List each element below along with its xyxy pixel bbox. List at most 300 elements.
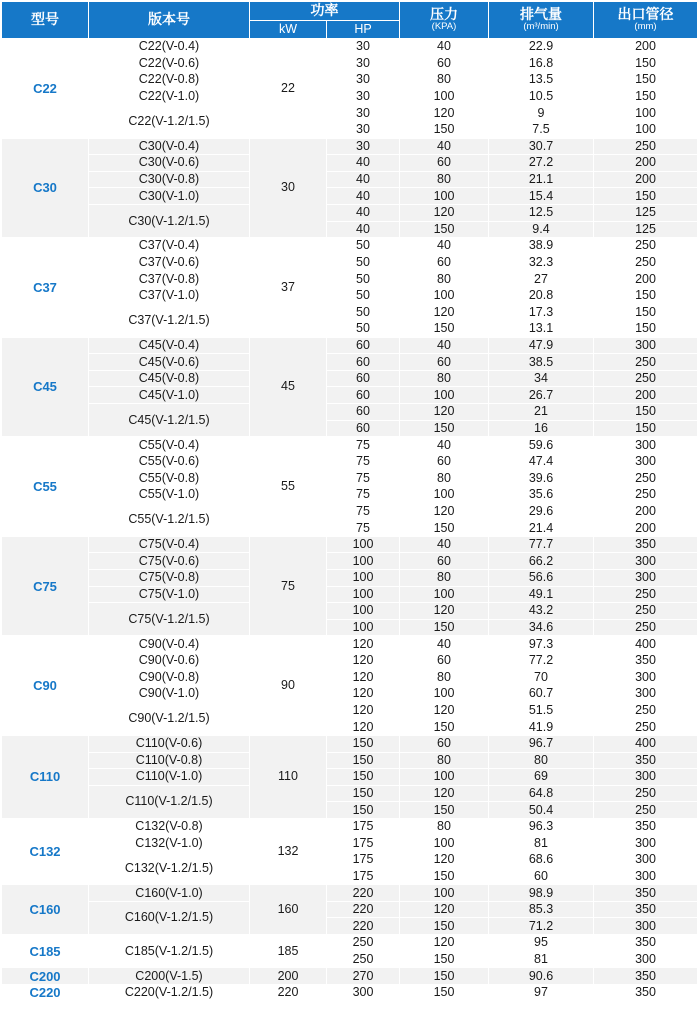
pressure-cell: 120 [400, 204, 489, 221]
flow-cell: 50.4 [489, 802, 594, 819]
version-cell: C75(V-1.2/1.5) [89, 603, 250, 636]
header-outlet-label: 出口管径 [617, 6, 674, 23]
flow-cell: 71.2 [489, 918, 594, 935]
flow-cell: 20.8 [489, 287, 594, 304]
pressure-cell: 100 [400, 835, 489, 852]
header-flow [489, 2, 594, 39]
hp-cell: 50 [327, 254, 400, 271]
outlet-cell: 250 [594, 254, 698, 271]
outlet-cell: 300 [594, 852, 698, 869]
outlet-cell: 125 [594, 204, 698, 221]
pressure-cell: 40 [400, 536, 489, 553]
flow-cell: 21.4 [489, 520, 594, 537]
pressure-cell: 150 [400, 719, 489, 736]
outlet-cell: 250 [594, 785, 698, 802]
table-row [2, 337, 698, 354]
pressure-cell: 120 [400, 901, 489, 918]
header-pressure-label: 压力 [430, 6, 458, 23]
version-cell: C37(V-0.8) [89, 271, 250, 288]
hp-cell: 100 [327, 553, 400, 570]
hp-cell: 150 [327, 769, 400, 786]
model-group [2, 818, 698, 884]
hp-cell: 100 [327, 536, 400, 553]
header-row-primary [2, 2, 698, 21]
flow-cell: 47.4 [489, 453, 594, 470]
model-group [2, 437, 698, 537]
flow-cell: 95 [489, 935, 594, 952]
outlet-cell: 250 [594, 487, 698, 504]
version-cell: C90(V-0.8) [89, 669, 250, 686]
hp-cell: 60 [327, 337, 400, 354]
pressure-cell: 100 [400, 885, 489, 902]
pressure-cell: 40 [400, 39, 489, 56]
outlet-cell: 100 [594, 121, 698, 138]
hp-cell: 50 [327, 238, 400, 255]
hp-cell: 120 [327, 686, 400, 703]
hp-cell: 75 [327, 520, 400, 537]
flow-cell: 26.7 [489, 387, 594, 404]
outlet-cell: 300 [594, 570, 698, 587]
header-pressure-unit: (KPA) [431, 21, 457, 33]
flow-cell: 68.6 [489, 852, 594, 869]
flow-cell: 51.5 [489, 702, 594, 719]
version-cell: C37(V-0.4) [89, 238, 250, 255]
hp-cell: 150 [327, 752, 400, 769]
model-cell: C55 [2, 437, 89, 537]
outlet-cell: 200 [594, 155, 698, 172]
flow-cell: 81 [489, 951, 594, 968]
version-cell: C75(V-0.6) [89, 553, 250, 570]
hp-cell: 250 [327, 935, 400, 952]
table-row [2, 769, 698, 786]
hp-cell: 120 [327, 636, 400, 653]
header-kw: kW [250, 21, 327, 39]
kw-cell: 200 [250, 968, 327, 985]
version-cell: C45(V-0.6) [89, 354, 250, 371]
version-cell: C160(V-1.2/1.5) [89, 901, 250, 934]
hp-cell: 300 [327, 984, 400, 1001]
table-row [2, 885, 698, 902]
pressure-cell: 150 [400, 951, 489, 968]
model-cell: C75 [2, 536, 89, 636]
version-cell: C110(V-0.6) [89, 735, 250, 752]
table-row [2, 487, 698, 504]
table-row [2, 370, 698, 387]
version-cell: C160(V-1.0) [89, 885, 250, 902]
table-row [2, 155, 698, 172]
header-flow-unit: (m³/min) [523, 21, 559, 33]
outlet-cell: 150 [594, 55, 698, 72]
model-group [2, 984, 698, 1001]
pressure-cell: 100 [400, 487, 489, 504]
hp-cell: 60 [327, 370, 400, 387]
flow-cell: 39.6 [489, 470, 594, 487]
hp-cell: 100 [327, 619, 400, 636]
kw-cell: 220 [250, 984, 327, 1001]
version-cell: C132(V-0.8) [89, 818, 250, 835]
hp-cell: 40 [327, 221, 400, 238]
outlet-cell: 250 [594, 470, 698, 487]
flow-cell: 98.9 [489, 885, 594, 902]
version-cell: C90(V-1.2/1.5) [89, 702, 250, 735]
hp-cell: 60 [327, 420, 400, 437]
model-cell: C90 [2, 636, 89, 736]
table-row [2, 835, 698, 852]
table-row [2, 901, 698, 918]
kw-cell: 55 [250, 437, 327, 537]
version-cell: C75(V-0.4) [89, 536, 250, 553]
table-row [2, 72, 698, 89]
outlet-cell: 350 [594, 536, 698, 553]
pressure-cell: 150 [400, 221, 489, 238]
pressure-cell: 120 [400, 404, 489, 421]
table-row [2, 636, 698, 653]
outlet-cell: 300 [594, 553, 698, 570]
outlet-cell: 250 [594, 238, 698, 255]
hp-cell: 30 [327, 138, 400, 155]
flow-cell: 12.5 [489, 204, 594, 221]
outlet-cell: 300 [594, 918, 698, 935]
table-row [2, 437, 698, 454]
outlet-cell: 300 [594, 835, 698, 852]
pressure-cell: 150 [400, 868, 489, 885]
model-cell: C200 [2, 968, 89, 985]
table-row [2, 586, 698, 603]
pressure-cell: 80 [400, 72, 489, 89]
table-row [2, 752, 698, 769]
outlet-cell: 150 [594, 321, 698, 338]
flow-cell: 21.1 [489, 171, 594, 188]
version-cell: C75(V-1.0) [89, 586, 250, 603]
pressure-cell: 80 [400, 470, 489, 487]
pressure-cell: 40 [400, 636, 489, 653]
model-group [2, 636, 698, 736]
kw-cell: 185 [250, 935, 327, 968]
pressure-cell: 60 [400, 453, 489, 470]
version-cell: C55(V-1.0) [89, 487, 250, 504]
flow-cell: 35.6 [489, 487, 594, 504]
pressure-cell: 40 [400, 437, 489, 454]
pressure-cell: 100 [400, 686, 489, 703]
version-cell: C37(V-1.2/1.5) [89, 304, 250, 337]
outlet-cell: 200 [594, 520, 698, 537]
pressure-cell: 40 [400, 337, 489, 354]
flow-cell: 43.2 [489, 603, 594, 620]
flow-cell: 64.8 [489, 785, 594, 802]
flow-cell: 69 [489, 769, 594, 786]
version-cell: C132(V-1.0) [89, 835, 250, 852]
hp-cell: 120 [327, 669, 400, 686]
outlet-cell: 300 [594, 669, 698, 686]
outlet-cell: 350 [594, 652, 698, 669]
outlet-cell: 350 [594, 984, 698, 1001]
flow-cell: 97 [489, 984, 594, 1001]
outlet-cell: 400 [594, 735, 698, 752]
model-group [2, 885, 698, 935]
hp-cell: 75 [327, 437, 400, 454]
table-row [2, 968, 698, 985]
outlet-cell: 150 [594, 188, 698, 205]
version-cell: C75(V-0.8) [89, 570, 250, 587]
model-group [2, 735, 698, 818]
outlet-cell: 150 [594, 304, 698, 321]
flow-cell: 22.9 [489, 39, 594, 56]
table-row [2, 387, 698, 404]
hp-cell: 220 [327, 885, 400, 902]
pressure-cell: 100 [400, 586, 489, 603]
table-row [2, 304, 698, 321]
hp-cell: 60 [327, 354, 400, 371]
hp-cell: 175 [327, 818, 400, 835]
outlet-cell: 250 [594, 702, 698, 719]
flow-cell: 17.3 [489, 304, 594, 321]
model-cell: C185 [2, 935, 89, 968]
hp-cell: 40 [327, 155, 400, 172]
pressure-cell: 80 [400, 752, 489, 769]
pressure-cell: 60 [400, 155, 489, 172]
flow-cell: 32.3 [489, 254, 594, 271]
outlet-cell: 400 [594, 636, 698, 653]
kw-cell: 75 [250, 536, 327, 636]
kw-cell: 37 [250, 238, 327, 338]
table-row [2, 238, 698, 255]
outlet-cell: 350 [594, 818, 698, 835]
flow-cell: 29.6 [489, 503, 594, 520]
header-pressure [400, 2, 489, 39]
version-cell: C45(V-0.4) [89, 337, 250, 354]
flow-cell: 34 [489, 370, 594, 387]
version-cell: C30(V-0.4) [89, 138, 250, 155]
version-cell: C22(V-1.2/1.5) [89, 105, 250, 138]
kw-cell: 132 [250, 818, 327, 884]
flow-cell: 13.5 [489, 72, 594, 89]
spec-table [1, 1, 698, 1001]
model-cell: C22 [2, 39, 89, 139]
version-cell: C45(V-1.2/1.5) [89, 404, 250, 437]
pressure-cell: 80 [400, 171, 489, 188]
version-cell: C55(V-0.4) [89, 437, 250, 454]
kw-cell: 110 [250, 735, 327, 818]
table-row [2, 669, 698, 686]
table-row [2, 470, 698, 487]
flow-cell: 27.2 [489, 155, 594, 172]
header-flow-label: 排气量 [520, 6, 562, 23]
table-row [2, 785, 698, 802]
kw-cell: 30 [250, 138, 327, 238]
table-row [2, 652, 698, 669]
version-cell: C22(V-0.6) [89, 55, 250, 72]
pressure-cell: 120 [400, 785, 489, 802]
outlet-cell: 200 [594, 387, 698, 404]
flow-cell: 70 [489, 669, 594, 686]
table-row [2, 138, 698, 155]
hp-cell: 75 [327, 503, 400, 520]
version-cell: C22(V-1.0) [89, 88, 250, 105]
pressure-cell: 120 [400, 304, 489, 321]
pressure-cell: 120 [400, 852, 489, 869]
table-row [2, 536, 698, 553]
flow-cell: 27 [489, 271, 594, 288]
model-group [2, 238, 698, 338]
table-row [2, 354, 698, 371]
table-row [2, 603, 698, 620]
pressure-cell: 60 [400, 652, 489, 669]
outlet-cell: 300 [594, 453, 698, 470]
pressure-cell: 150 [400, 918, 489, 935]
kw-cell: 90 [250, 636, 327, 736]
hp-cell: 150 [327, 785, 400, 802]
header-model: 型号 [2, 2, 89, 39]
table-row [2, 271, 698, 288]
pressure-cell: 60 [400, 55, 489, 72]
table-row [2, 287, 698, 304]
pressure-cell: 150 [400, 121, 489, 138]
model-cell: C110 [2, 735, 89, 818]
outlet-cell: 350 [594, 901, 698, 918]
table-row [2, 55, 698, 72]
model-cell: C45 [2, 337, 89, 437]
outlet-cell: 150 [594, 420, 698, 437]
hp-cell: 50 [327, 287, 400, 304]
table-row [2, 818, 698, 835]
table-row [2, 553, 698, 570]
table-row [2, 404, 698, 421]
outlet-cell: 300 [594, 868, 698, 885]
flow-cell: 85.3 [489, 901, 594, 918]
flow-cell: 60.7 [489, 686, 594, 703]
version-cell: C55(V-0.6) [89, 453, 250, 470]
flow-cell: 9.4 [489, 221, 594, 238]
model-group [2, 39, 698, 139]
version-cell: C90(V-1.0) [89, 686, 250, 703]
header-outlet [594, 2, 698, 39]
model-group [2, 337, 698, 437]
hp-cell: 40 [327, 171, 400, 188]
hp-cell: 60 [327, 387, 400, 404]
hp-cell: 30 [327, 88, 400, 105]
pressure-cell: 80 [400, 271, 489, 288]
pressure-cell: 100 [400, 287, 489, 304]
pressure-cell: 150 [400, 520, 489, 537]
pressure-cell: 60 [400, 735, 489, 752]
table-row [2, 254, 698, 271]
version-cell: C45(V-0.8) [89, 370, 250, 387]
header-hp: HP [327, 21, 400, 39]
version-cell: C30(V-0.6) [89, 155, 250, 172]
header-version: 版本号 [89, 2, 250, 39]
pressure-cell: 150 [400, 802, 489, 819]
header-power: 功率 [250, 2, 400, 21]
kw-cell: 22 [250, 39, 327, 139]
table-row [2, 702, 698, 719]
flow-cell: 38.5 [489, 354, 594, 371]
table-row [2, 453, 698, 470]
hp-cell: 40 [327, 204, 400, 221]
table-row [2, 204, 698, 221]
outlet-cell: 300 [594, 686, 698, 703]
table-row [2, 984, 698, 1001]
hp-cell: 50 [327, 271, 400, 288]
hp-cell: 60 [327, 404, 400, 421]
table-row [2, 935, 698, 952]
pressure-cell: 60 [400, 254, 489, 271]
flow-cell: 47.9 [489, 337, 594, 354]
version-cell: C55(V-0.8) [89, 470, 250, 487]
kw-cell: 45 [250, 337, 327, 437]
hp-cell: 175 [327, 868, 400, 885]
flow-cell: 34.6 [489, 619, 594, 636]
model-group [2, 935, 698, 968]
model-group [2, 968, 698, 985]
pressure-cell: 150 [400, 420, 489, 437]
outlet-cell: 100 [594, 105, 698, 122]
version-cell: C22(V-0.4) [89, 39, 250, 56]
table-row [2, 686, 698, 703]
hp-cell: 175 [327, 852, 400, 869]
version-cell: C37(V-0.6) [89, 254, 250, 271]
version-cell: C132(V-1.2/1.5) [89, 852, 250, 885]
model-group [2, 536, 698, 636]
hp-cell: 100 [327, 570, 400, 587]
pressure-cell: 120 [400, 702, 489, 719]
outlet-cell: 300 [594, 769, 698, 786]
outlet-cell: 300 [594, 951, 698, 968]
hp-cell: 40 [327, 188, 400, 205]
pressure-cell: 120 [400, 603, 489, 620]
table-row [2, 735, 698, 752]
flow-cell: 38.9 [489, 238, 594, 255]
hp-cell: 120 [327, 702, 400, 719]
pressure-cell: 100 [400, 188, 489, 205]
model-cell: C220 [2, 984, 89, 1001]
outlet-cell: 250 [594, 802, 698, 819]
flow-cell: 16 [489, 420, 594, 437]
hp-cell: 50 [327, 304, 400, 321]
version-cell: C55(V-1.2/1.5) [89, 503, 250, 536]
version-cell: C45(V-1.0) [89, 387, 250, 404]
outlet-cell: 150 [594, 72, 698, 89]
hp-cell: 30 [327, 72, 400, 89]
flow-cell: 21 [489, 404, 594, 421]
flow-cell: 97.3 [489, 636, 594, 653]
flow-cell: 77.7 [489, 536, 594, 553]
pressure-cell: 40 [400, 138, 489, 155]
model-cell: C37 [2, 238, 89, 338]
pressure-cell: 150 [400, 321, 489, 338]
pressure-cell: 120 [400, 105, 489, 122]
pressure-cell: 80 [400, 570, 489, 587]
hp-cell: 270 [327, 968, 400, 985]
outlet-cell: 200 [594, 171, 698, 188]
flow-cell: 41.9 [489, 719, 594, 736]
flow-cell: 30.7 [489, 138, 594, 155]
flow-cell: 7.5 [489, 121, 594, 138]
version-cell: C37(V-1.0) [89, 287, 250, 304]
pressure-cell: 150 [400, 984, 489, 1001]
hp-cell: 50 [327, 321, 400, 338]
flow-cell: 96.7 [489, 735, 594, 752]
table-row [2, 570, 698, 587]
hp-cell: 75 [327, 453, 400, 470]
outlet-cell: 250 [594, 619, 698, 636]
pressure-cell: 100 [400, 769, 489, 786]
outlet-cell: 300 [594, 337, 698, 354]
pressure-cell: 120 [400, 503, 489, 520]
model-group [2, 138, 698, 238]
table-row [2, 852, 698, 869]
version-cell: C30(V-1.0) [89, 188, 250, 205]
outlet-cell: 150 [594, 88, 698, 105]
